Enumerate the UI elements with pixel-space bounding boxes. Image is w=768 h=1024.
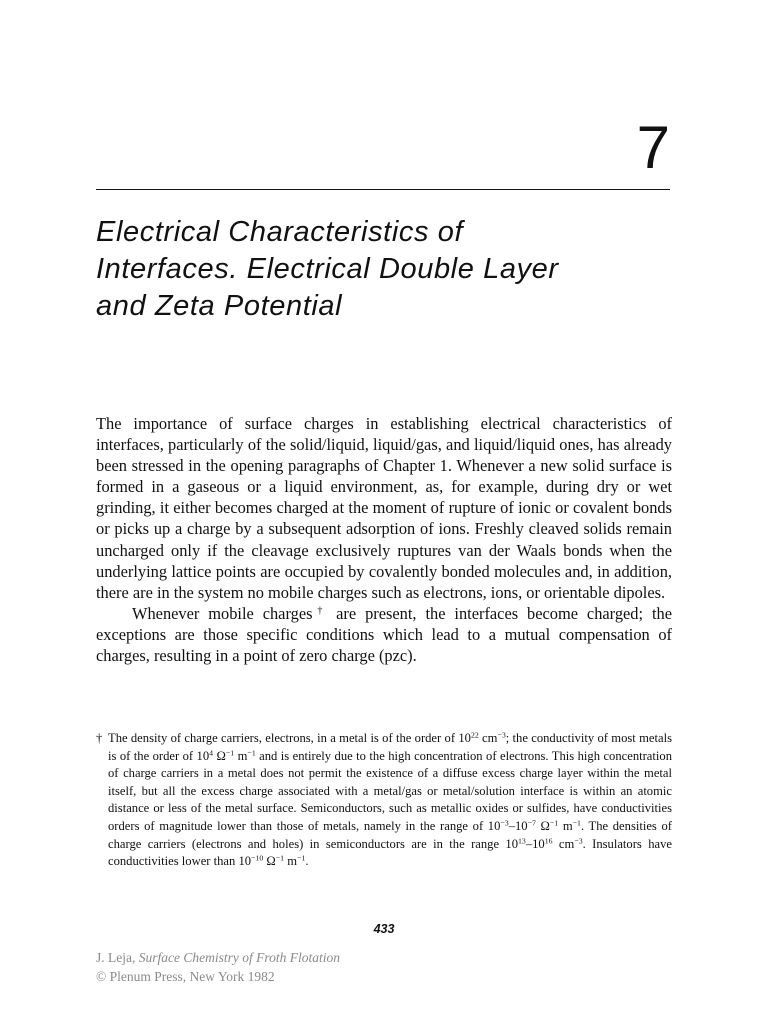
footnote-exponent: −10 [251, 853, 264, 863]
footnote-mark: † [96, 731, 103, 745]
footnote-exponent: −1 [275, 853, 285, 863]
body-text [96, 413, 672, 666]
citation-book-title: Surface Chemistry of Froth Flotation [138, 950, 340, 965]
chapter-title-line: Interfaces. Electrical Double Layer [96, 253, 559, 285]
footnote-exponent: −1 [297, 853, 306, 863]
footnote-exponent: −3 [497, 730, 506, 740]
footnote-exponent: −1 [572, 818, 581, 828]
footnote-segment: cm [552, 836, 575, 851]
paragraph [96, 603, 672, 666]
footnote-exponent: −3 [574, 836, 583, 846]
footnote-segment: m [234, 748, 248, 763]
chapter-title-line: and Zeta Potential [96, 290, 343, 322]
footnote-segment: Ω [535, 818, 550, 833]
footnote-exponent: 4 [209, 748, 214, 758]
footnote-exponent: 22 [470, 730, 479, 740]
footnote-segment: . Insulators have conductivities lower than 10 [108, 836, 672, 869]
chapter-rule [96, 189, 670, 190]
page-number: 433 [373, 922, 395, 936]
paragraph-text: are present, the interfaces become charged; the exceptions are those specific conditions which lead to a mutual compensation of charges, resulting in a point of zero charge (pzc). [96, 603, 672, 666]
footnote-segment: –10 [525, 836, 545, 851]
citation [96, 948, 340, 986]
paragraph-text: Whenever mobile charges [132, 603, 313, 623]
footnote-segment: Ω [263, 854, 276, 869]
footnote-segment: –10 [508, 818, 528, 833]
footnote-exponent: 16 [544, 836, 553, 846]
paragraph: The importance of surface charges in establishing electrical characteristics of interfaces, particularly of the solid/liquid, liquid/gas, and liquid/liquid ones, has already been stressed in the opening paragraphs of Chapter 1. Whenever a new solid surface is formed in a gaseous or a liquid environment, as, for example, during dry or wet grinding, it either becomes charged at the moment of rupture of ionic or covalent bonds or picks up a charge by a subsequent adsorption of ions. Freshly cleaved solids remain uncharged only if the cleavage exclusively ruptures van der Waals bonds when the underlying lattice points are occupied by covalently bonded molecules and, in addition, there are in the system no mobile charges such as electrons, ions, or orientable dipoles. [96, 414, 672, 602]
chapter-title-line: Electrical Characteristics of [96, 216, 464, 248]
footnote-segment: and is entirely due to the high concentration of electrons. This high concentration of charge carriers in a metal does not permit the existence of a diffuse excess charge layer within the metal itself, but all the excess charge associated with a metal/gas or metal/solution interface is within an atomic distance or less of the metal surface. Semiconductors, such as metallic oxides or sulfides, have conductivities orders of magnitude lower than those of metals, namely in the range of 10 [108, 748, 672, 833]
footnote-exponent: −3 [500, 818, 509, 828]
footnote-segment: The density of charge carriers, electrons, in a metal is of the order of 10 [108, 731, 471, 745]
footnote-exponent: −1 [247, 748, 256, 758]
footnote-exponent: 13 [518, 836, 526, 846]
footnote-segment: Ω [213, 748, 226, 763]
footnote-segment: ; the conductivity of most metals is of the order of 10 [108, 731, 672, 763]
footnote-segment: cm [478, 731, 498, 745]
footnote-segment: . [305, 854, 309, 869]
footnote [96, 730, 672, 871]
footnote-segment: . The densities of charge carriers (electrons and holes) in semiconductors are in the range 10 [108, 818, 672, 851]
citation-publisher: © Plenum Press, New York 1982 [96, 969, 275, 984]
footnote-segment: m [284, 854, 298, 869]
footnote-segment: m [558, 818, 573, 833]
chapter-number: 7 [636, 114, 670, 181]
citation-author: J. Leja, [96, 950, 139, 965]
footnote-exponent: −1 [549, 818, 559, 828]
footnote-exponent: −7 [527, 818, 536, 828]
footnote-text [108, 730, 672, 871]
chapter-title [96, 214, 696, 325]
footnote-exponent: −1 [225, 748, 235, 758]
footnote-reference-mark: † [312, 605, 328, 617]
citation-line [96, 948, 340, 967]
